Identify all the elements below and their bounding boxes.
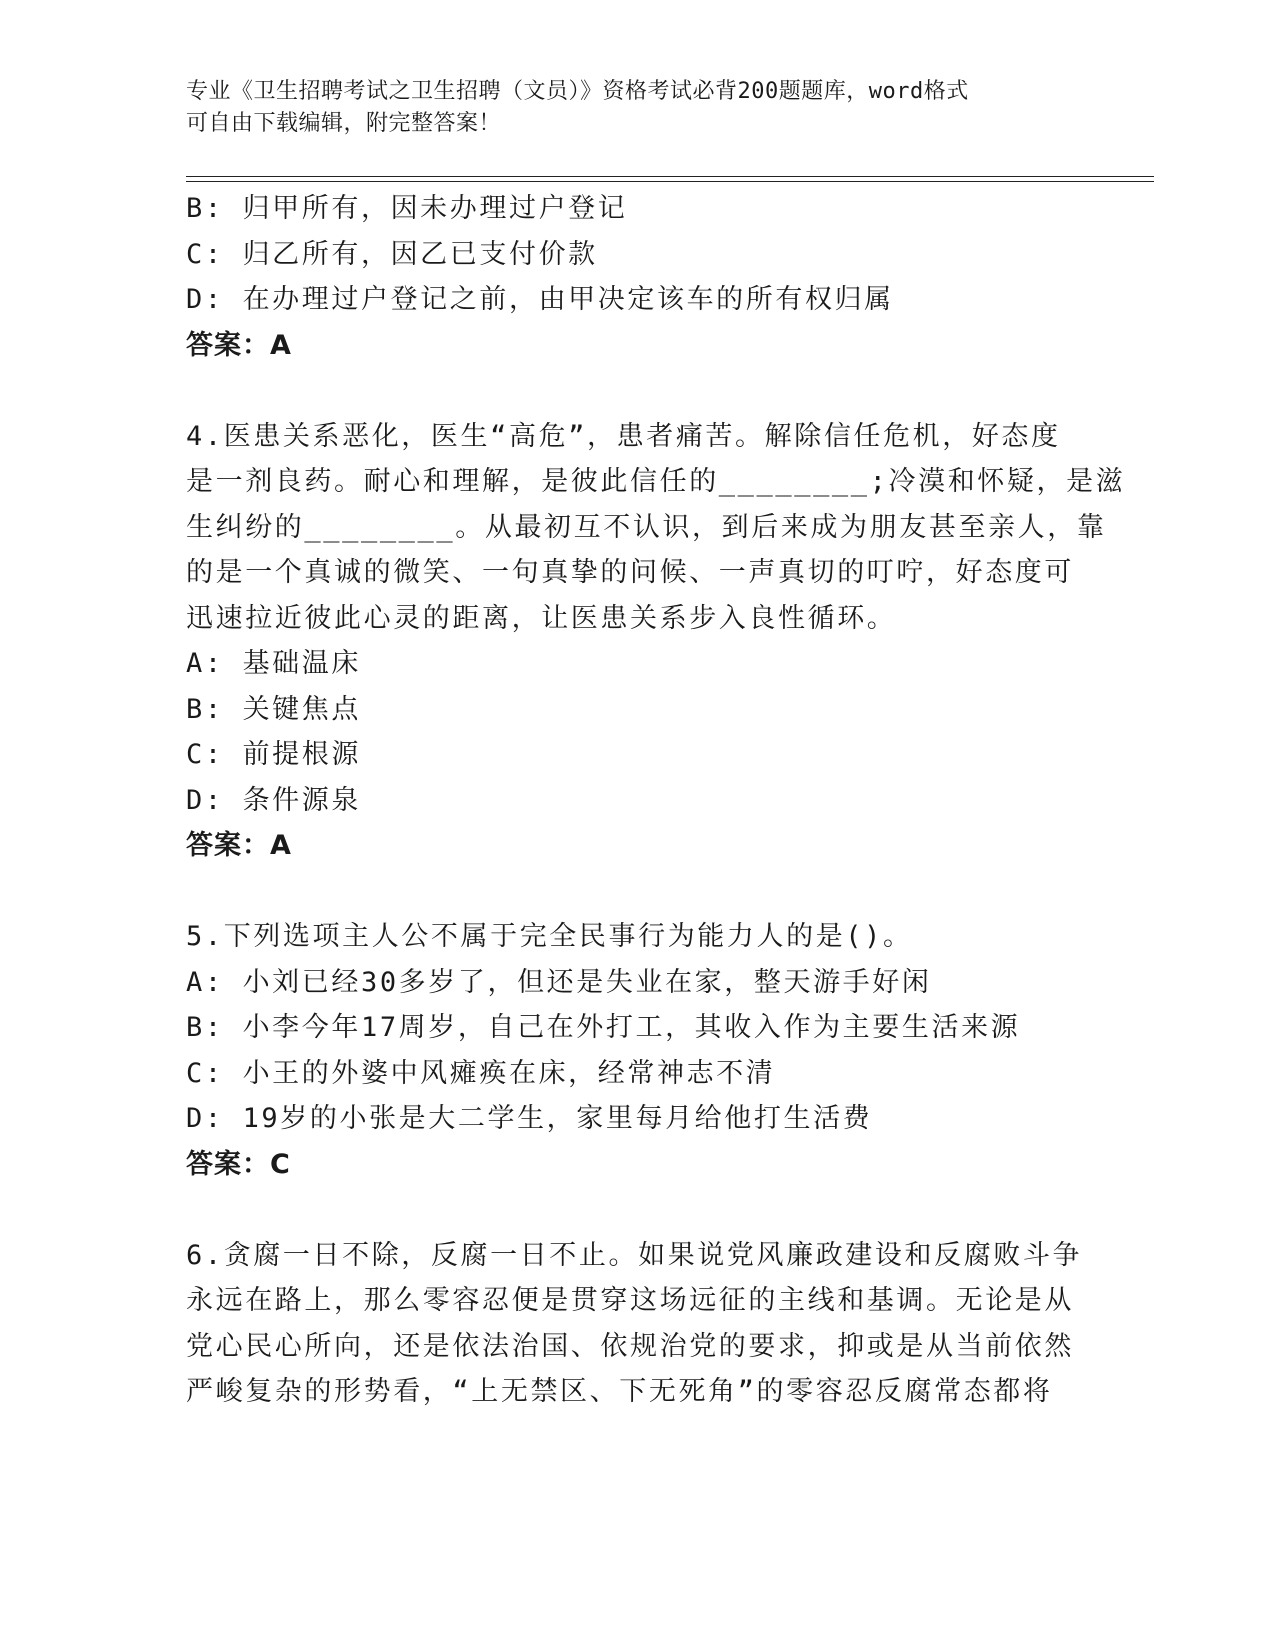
q5-stem: 5.下列选项主人公不属于完全民事行为能力人的是()。 xyxy=(186,921,913,952)
spacer xyxy=(186,1187,1086,1233)
q5-option-b: B: 小李今年17周岁，自己在外打工，其收入作为主要生活来源 xyxy=(186,1012,1021,1043)
q3-option-d: D: 在办理过户登记之前，由甲决定该车的所有权归属 xyxy=(186,284,894,315)
header-divider-top xyxy=(186,176,1154,177)
question-4 xyxy=(186,414,1126,869)
spacer xyxy=(186,368,1086,414)
q5-option-a: A: 小刘已经30多岁了，但还是失业在家，整天游手好闲 xyxy=(186,966,932,998)
q4-option-a: A: 基础温床 xyxy=(186,648,361,679)
q4-answer: 答案：A xyxy=(186,830,292,861)
q6-stem-line: 党心民心所向，还是依法治国、依规治党的要求，抑或是从当前依然 xyxy=(186,1330,1074,1362)
header-title-line-2: 可自由下载编辑，附完整答案！ xyxy=(186,111,502,136)
q5-option-d: D: 19岁的小张是大二学生，家里每月给他打生活费 xyxy=(186,1103,873,1134)
q5-option-c: C: 小王的外婆中风瘫痪在床，经常神志不清 xyxy=(186,1057,776,1089)
q4-stem-line: 生纠纷的________。从最初互不认识，到后来成为朋友甚至亲人，靠 xyxy=(186,511,1107,543)
q4-option-b: B: 关键焦点 xyxy=(186,693,361,725)
q4-option-c: C: 前提根源 xyxy=(186,739,361,770)
header-title-line-1: 专业《卫生招聘考试之卫生招聘（文员）》资格考试必背200题题库，word格式 xyxy=(186,79,969,104)
q5-answer: 答案：C xyxy=(186,1148,291,1180)
question-3-tail xyxy=(186,186,1086,368)
q3-option-c: C: 归乙所有，因乙已支付价款 xyxy=(186,238,598,270)
q6-stem-line: 严峻复杂的形势看，“上无禁区、下无死角”的零容忍反腐常态都将 xyxy=(186,1376,1053,1407)
q4-stem-line: 的是一个真诚的微笑、一句真挚的问候、一声真切的叮咛，好态度可 xyxy=(186,557,1074,588)
q4-stem-line: 迅速拉近彼此心灵的距离，让医患关系步入良性循环。 xyxy=(186,602,897,634)
q4-stem-line: 是一剂良药。耐心和理解，是彼此信任的________;冷漠和怀疑，是滋 xyxy=(186,466,1126,497)
q6-stem-line: 永远在路上，那么零容忍便是贯穿这场远征的主线和基调。无论是从 xyxy=(186,1285,1074,1316)
q3-answer: 答案：A xyxy=(186,329,292,361)
header-divider-bottom xyxy=(186,181,1154,182)
question-6 xyxy=(186,1233,1086,1415)
q4-stem-line: 4.医患关系恶化，医生“高危”，患者痛苦。解除信任危机，好态度 xyxy=(186,420,1061,452)
document-header xyxy=(186,76,1066,140)
question-list xyxy=(186,186,1126,1415)
spacer xyxy=(186,869,1086,915)
q6-stem-line: 6.贪腐一日不除，反腐一日不止。如果说党风廉政建设和反腐败斗争 xyxy=(186,1239,1083,1271)
question-5 xyxy=(186,914,1086,1187)
q3-option-b: B: 归甲所有，因未办理过户登记 xyxy=(186,193,628,224)
q4-option-d: D: 条件源泉 xyxy=(186,784,361,816)
